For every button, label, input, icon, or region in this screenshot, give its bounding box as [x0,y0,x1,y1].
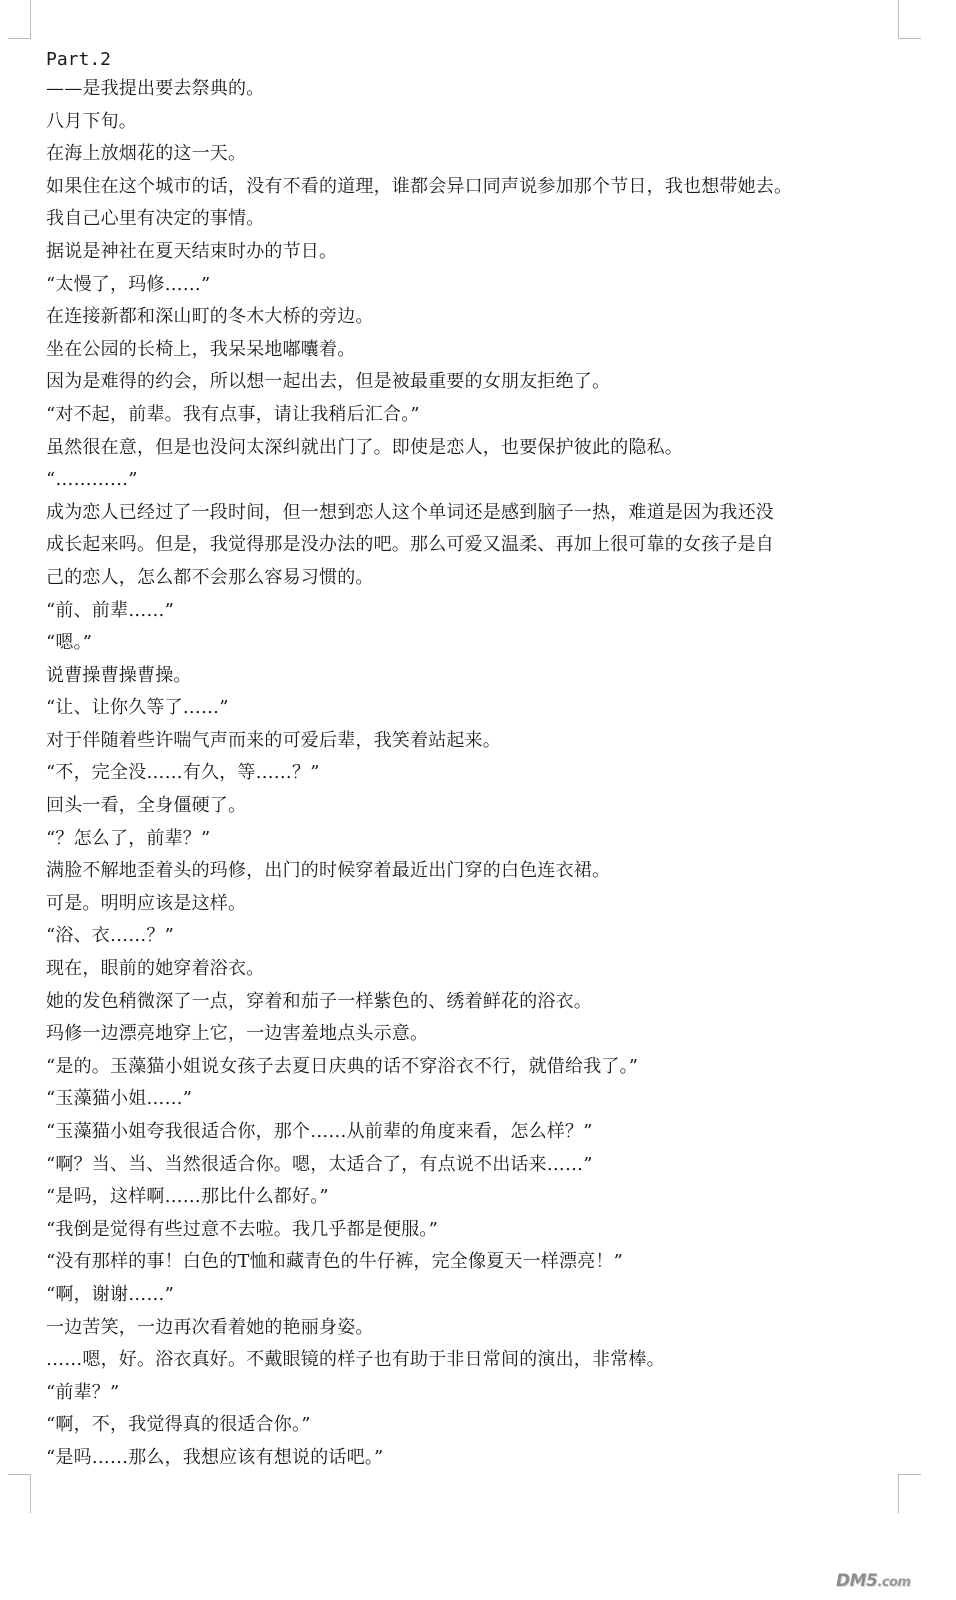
text-line: 说曹操曹操曹操。 [46,664,192,686]
text-line: “浴、衣……？” [46,925,175,947]
text-line: 一边苦笑，一边再次看着她的艳丽身姿。 [46,1316,374,1338]
paragraph-line: 成为恋人已经过了一段时间，但一想到恋人这个单词还是感到脑子一热，难道是因为我还没 [46,501,774,523]
text-line: “太慢了，玛修……” [46,273,211,295]
text-line: “啊，谢谢……” [46,1283,175,1305]
text-line: “对不起，前辈。我有点事，请让我稍后汇合。” [46,403,420,425]
text-line: ——是我提出要去祭典的。 [46,78,265,99]
text-line: 可是。明明应该是这样。 [46,892,247,914]
text-line: “啊？当、当、当然很适合你。嗯，太适合了，有点说不出话来……” [46,1153,593,1175]
text-line: “嗯。” [46,632,93,654]
text-line: “是吗……那么，我想应该有想说的话吧。” [46,1446,384,1468]
site-watermark [836,1568,948,1594]
paragraph-line: 己的恋人，怎么都不会那么容易习惯的。 [46,566,374,588]
watermark-brand: DM5 [836,1571,878,1591]
text-line: 我自己心里有决定的事情。 [46,208,265,230]
text-line: “前、前辈……” [46,599,175,621]
text-line: “前辈？” [46,1381,120,1403]
text-line: “是吗，这样啊……那比什么都好。” [46,1186,329,1208]
text-line: “没有那样的事！白色的T恤和藏青色的牛仔裤，完全像夏天一样漂亮！” [46,1251,624,1273]
text-line: 如果住在这个城市的话，没有不看的道理，谁都会异口同声说参加那个节日，我也想带她去。 [46,175,793,197]
text-line: 因为是难得的约会，所以想一起出去，但是被最重要的女朋友拒绝了。 [46,371,611,393]
crop-mark-top-right [898,0,921,39]
text-line: “玉藻猫小姐夸我很适合你，那个……从前辈的角度来看，怎么样？” [46,1121,593,1142]
text-line: “让、让你久等了……” [46,697,229,719]
text-line: “我倒是觉得有些过意不去啦。我几乎都是便服。” [46,1218,439,1240]
part-heading: Part.2 [46,49,112,70]
text-line: “…………” [46,469,138,491]
text-line: 据说是神社在夏天结束时办的节日。 [46,240,338,262]
text-line: 玛修一边漂亮地穿上它，一边害羞地点头示意。 [46,1023,429,1045]
text-line: 虽然很在意，但是也没问太深纠就出门了。即使是恋人，也要保护彼此的隐私。 [46,436,683,458]
paragraph-line: 成长起来吗。但是，我觉得那是没办法的吧。那么可爱又温柔、再加上很可靠的女孩子是自 [46,534,774,556]
crop-mark-top-left [8,0,31,39]
text-line: 她的发色稍微深了一点，穿着和茄子一样紫色的、绣着鲜花的浴衣。 [46,990,592,1012]
text-line: “不，完全没……有久，等……？” [46,762,320,784]
text-line: 坐在公园的长椅上，我呆呆地嘟囔着。 [46,338,356,360]
document-body [46,46,904,1475]
text-line: 在海上放烟花的这一天。 [46,143,247,165]
text-line: 在连接新都和深山町的冬木大桥的旁边。 [46,306,374,328]
text-line: “？怎么了，前辈？” [46,827,211,849]
text-line: 八月下旬。 [46,110,137,132]
text-line: “是的。玉藻猫小姐说女孩子去夏日庆典的话不穿浴衣不行，就借给我了。” [46,1055,639,1077]
crop-mark-bottom-left [8,1474,31,1513]
text-line: 回头一看，全身僵硬了。 [46,795,247,817]
text-line: 现在，眼前的她穿着浴衣。 [46,958,265,980]
text-line: 满脸不解地歪着头的玛修，出门的时候穿着最近出门穿的白色连衣裙。 [46,860,611,882]
watermark-suffix: .com [877,1575,911,1590]
text-line: “啊，不，我觉得真的很适合你。” [46,1414,311,1436]
text-line: “玉藻猫小姐……” [46,1088,193,1110]
crop-mark-bottom-right [898,1474,921,1513]
text-line: ……嗯，好。浴衣真好。不戴眼镜的样子也有助于非日常间的演出，非常棒。 [46,1349,665,1371]
text-line: 对于伴随着些许喘气声而来的可爱后辈，我笑着站起来。 [46,729,501,751]
